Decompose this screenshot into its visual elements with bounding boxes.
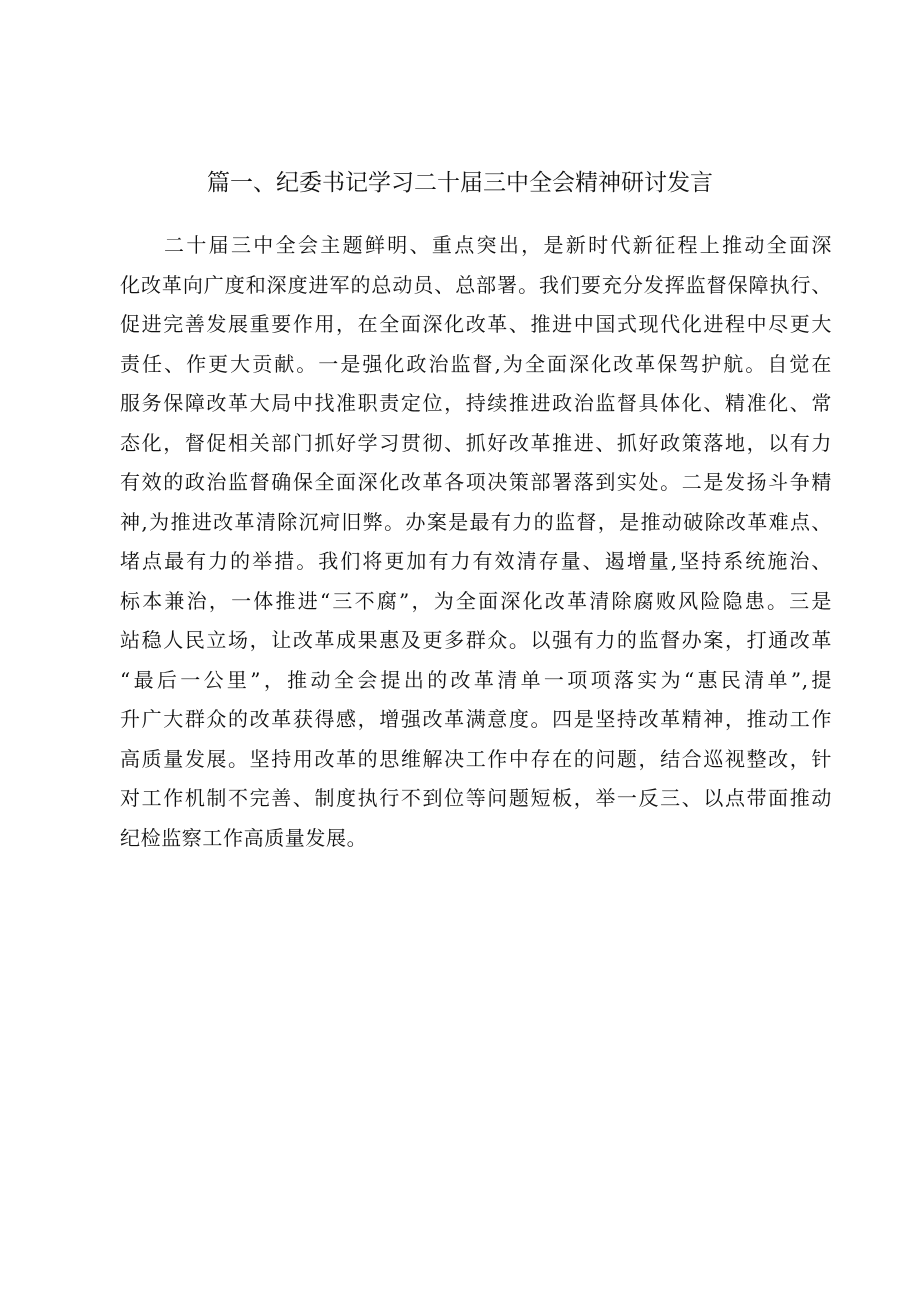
body-line: 促进完善发展重要作用，在全面深化改革、推进中国式现代化进程中尽更大 [120,312,832,336]
body-line: 纪检监察工作高质量发展。 [120,825,368,850]
body-line: 站稳人民立场，让改革成果惠及更多群众。以强有力的监督办案，打通改革 [120,628,832,652]
body-line: 服务保障改革大局中找准职责定位，持续推进政治监督具体化、精准化、常 [120,391,832,415]
body-line: “最后一公里”，推动全会提出的改革清单一项项落实为“惠民清单”,提 [120,667,832,692]
body-line: 化改革向广度和深度进军的总动员、总部署。我们要充分发挥监督保障执行、 [120,272,832,297]
body-line: 二十届三中全会主题鲜明、重点突出，是新时代新征程上推动全面深 [164,233,832,257]
body-line: 有效的政治监督确保全面深化改革各项决策部署落到实处。二是发扬斗争精 [120,470,832,494]
body-line: 态化，督促相关部门抓好学习贯彻、抓好改革推进、抓好政策落地，以有力 [120,430,832,455]
body-line: 高质量发展。坚持用改革的思维解决工作中存在的问题，结合巡视整改，针 [120,746,832,771]
document-body [120,226,832,858]
body-line: 升广大群众的改革获得感，增强改革满意度。四是坚持改革精神，推动工作 [120,707,832,731]
document-title: 篇一、纪委书记学习二十届三中全会精神研讨发言 [207,170,713,196]
body-line: 责任、作更大贡献。一是强化政治监督,为全面深化改革保驾护航。自觉在 [120,351,832,376]
body-line: 标本兼治，一体推进“三不腐”，为全面深化改革清除腐败风险隐患。三是 [120,588,832,613]
body-line: 对工作机制不完善、制度执行不到位等问题短板，举一反三、以点带面推动 [120,786,832,810]
body-line: 神,为推进改革清除沉疴旧弊。办案是最有力的监督，是推动破除改革难点、 [120,509,832,534]
body-line: 堵点最有力的举措。我们将更加有力有效清存量、遏增量,坚持系统施治、 [120,549,832,573]
